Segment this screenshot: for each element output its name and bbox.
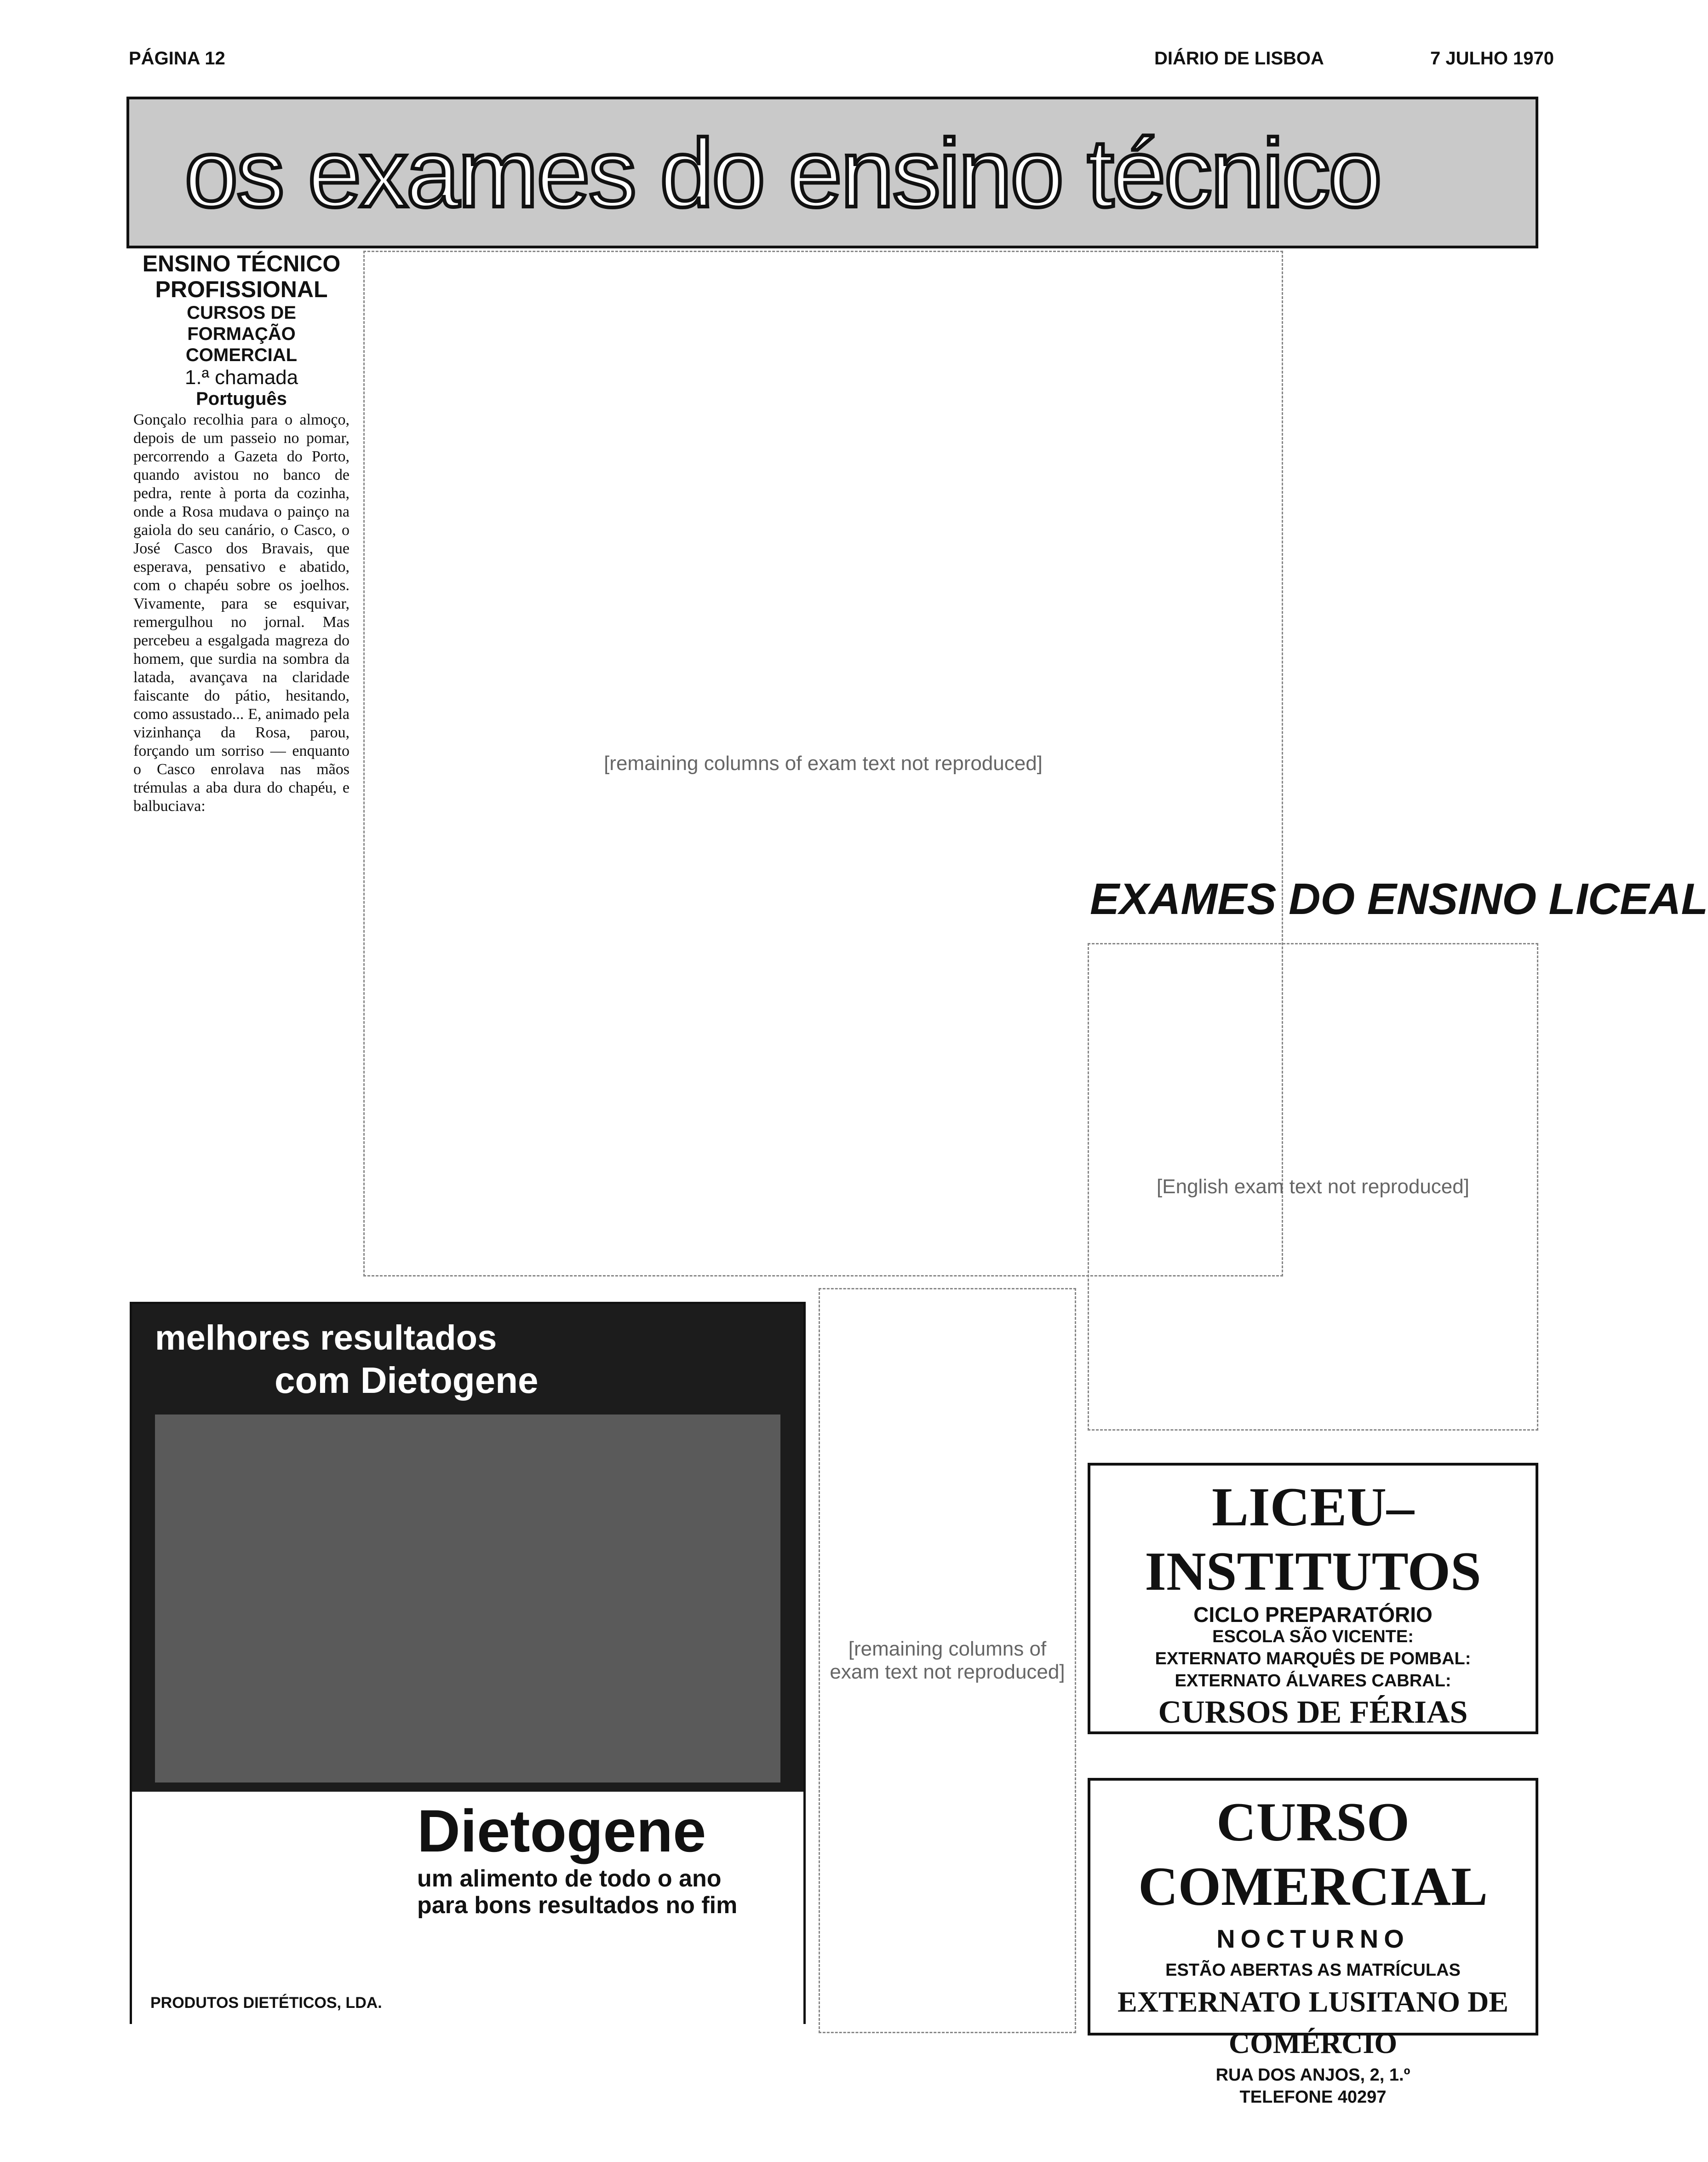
section-subheading: CURSOS DE FORMAÇÃO COMERCIAL (185, 303, 298, 365)
banner (126, 97, 1538, 248)
ad-company: PRODUTOS DIETÉTICOS, LDA. (150, 1994, 382, 2012)
notice-line: EXTERNATO LUSITANO DE COMÉRCIO (1118, 1985, 1508, 2059)
notice-title: LICEU–INSTITUTOS (1145, 1476, 1481, 1602)
notice-line: ESTÃO ABERTAS AS MATRÍCULAS (1165, 1961, 1461, 1980)
ad-headline: melhores resultados (155, 1318, 497, 1357)
columns-placeholder: [remaining columns of exam text not reproduced] (363, 251, 1283, 1276)
notice-line: EXTERNATO MARQUÊS DE POMBAL: (1155, 1649, 1471, 1668)
ad-brand: Dietogene (417, 1797, 706, 1864)
notice-line: CURSOS DE FÉRIAS (1158, 1695, 1468, 1730)
page-header (129, 48, 1554, 74)
notice-line: ESCOLA SÃO VICENTE: (1212, 1627, 1414, 1646)
ad-photo-image (155, 1414, 780, 1782)
ad-lower-panel (132, 1792, 803, 2026)
liceu-institutos-notice (1088, 1463, 1538, 1734)
curso-comercial-notice (1088, 1778, 1538, 2107)
dietogene-advertisement (130, 1302, 806, 2024)
notice-line: RUA DOS ANJOS, 2, 1.º (1215, 2065, 1410, 2085)
ad-headline-2: com Dietogene (275, 1360, 539, 1401)
chamada-label: 1.ª chamada (184, 366, 298, 389)
page-number: PÁGINA 12 (129, 48, 225, 69)
subject-label: Português (196, 389, 287, 409)
notice-line: NOCTURNO (1216, 1924, 1410, 1953)
lower-columns-placeholder: [remaining columns of exam text not reproduced] (819, 1288, 1076, 2033)
column-1 (133, 251, 350, 1263)
notice-line: CICLO PREPARATÓRIO (1193, 1603, 1433, 1627)
newspaper-name: DIÁRIO DE LISBOA (1154, 48, 1324, 69)
liceal-heading: EXAMES DO ENSINO LICEAL (1090, 874, 1708, 924)
notice-title: CURSO COMERCIAL (1138, 1791, 1488, 1917)
english-exam-placeholder: [English exam text not reproduced] (1088, 943, 1538, 1431)
section-heading: ENSINO TÉCNICO PROFISSIONAL (142, 251, 341, 302)
ad-slogan: um alimento de todo o ano para bons resultados no fim (417, 1865, 738, 1919)
banner-title: os exames do ensino técnico (184, 119, 1381, 227)
notice-line: TELEFONE 40297 (1239, 2087, 1387, 2107)
paragraph: Gonçalo recolhia para o almoço, depois de um passeio no pomar, percorrendo a Gazeta do Porto, quando avistou no banco de pedra, rente à porta da cozinha, onde a Rosa mudava o painço na gaiola do seu canário, o Casco, o José Casco dos Bravais, que esperava, pensativo e abatido, com o chapéu sobre os joelhos. Vivamente, para se esquivar, remergulhou no jornal. Mas percebeu a esgalgada magreza do homem, que surdia na sombra da latada, avançava na claridade faiscante do pátio, hesitando, como assustado... E, animado pela vizinhança da Rosa, parou, forçando um sorriso — enquanto o Casco enrolava nas mãos trémulas a aba dura do chapéu, e balbuciava: (133, 411, 350, 815)
issue-date: 7 JULHO 1970 (1430, 48, 1554, 69)
notice-line: EXTERNATO ÁLVARES CABRAL: (1175, 1671, 1451, 1690)
